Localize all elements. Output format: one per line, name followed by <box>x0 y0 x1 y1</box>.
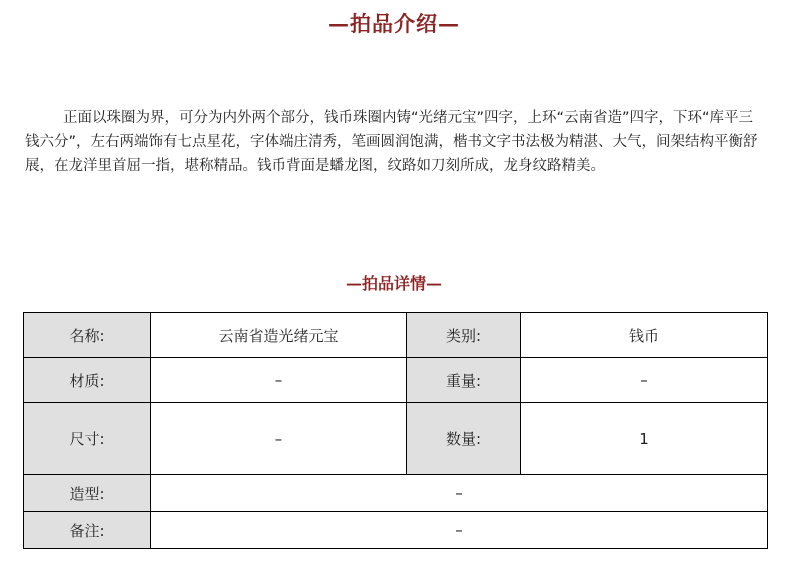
table-row <box>24 313 768 358</box>
table-row <box>24 512 768 549</box>
weight-label: 重量: <box>407 358 521 403</box>
remark-label: 备注: <box>24 512 151 549</box>
shape-label: 造型: <box>24 475 151 512</box>
table-row <box>24 403 768 475</box>
table-row <box>24 475 768 512</box>
intro-title: —拍品介绍— <box>328 11 460 36</box>
intro-paragraph: 正面以珠圈为界，可分为内外两个部分，钱币珠圈内铸“光绪元宝”四字，上环“云南省造”四字，下环“库平三钱六分”，左右两端饰有七点星花，字体端庄清秀，笔画圆润饱满，楷书文字书法极为精湛、大气，间架结构平衡舒展，在龙洋里首屈一指，堪称精品。钱币背面是蟠龙图，纹路如刀刻所成，龙身纹路精美。 <box>25 110 758 174</box>
details-title: —拍品详情— <box>345 274 442 293</box>
quantity-value: 1 <box>521 403 768 475</box>
quantity-label: 数量: <box>407 403 521 475</box>
weight-value: – <box>521 358 768 403</box>
size-value: – <box>151 403 407 475</box>
table-row <box>24 358 768 403</box>
category-label: 类别: <box>407 313 521 358</box>
name-value: 云南省造光绪元宝 <box>151 313 407 358</box>
category-value: 钱币 <box>521 313 768 358</box>
size-label: 尺寸: <box>24 403 151 475</box>
material-value: – <box>151 358 407 403</box>
material-label: 材质: <box>24 358 151 403</box>
name-label: 名称: <box>24 313 151 358</box>
shape-value: – <box>151 475 768 512</box>
details-table <box>23 312 768 549</box>
remark-value: – <box>151 512 768 549</box>
